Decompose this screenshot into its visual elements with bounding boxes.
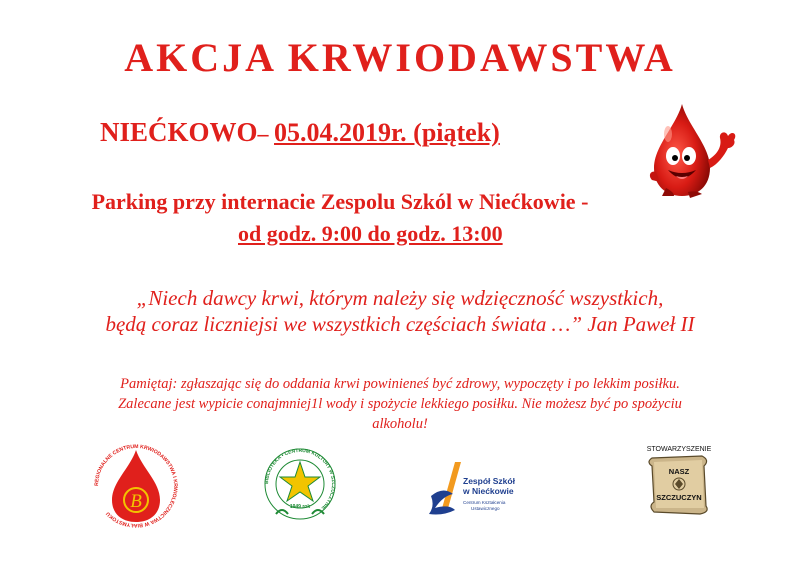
library-emblem-icon [262,444,338,526]
association-logo [640,446,718,520]
location-dash: – [257,121,275,146]
event-place: Parking przy internacie Zespolu Szkól w Niećkowie - [91,189,589,214]
association-scroll-icon [640,446,718,520]
association-bottom: SZCZUCZYN [656,493,702,502]
library-year: 1949 rok [289,504,311,510]
note-line-2: Zalecane jest wypicie conajmniej1l wody i spożycie lekkiego posiłku. Nie możesz być po spożyciu [118,396,682,412]
association-header: STOWARZYSZENIE [646,446,712,453]
location-name: NIEĆKOWO [100,117,258,147]
rckik-logo [88,436,184,536]
school-sub-2: Ustawicznego [471,506,500,511]
quote-line-1: „Niech dawcy krwi, którym należy się wdzięczność wszystkich, [136,286,664,310]
rckik-letter: B [130,491,142,512]
event-date: 05.04.2019r. (piątek) [274,118,500,147]
location-date-line [100,117,500,148]
blood-drop-mascot-icon [648,100,740,200]
rckik-ring-text: REGIONALNE CENTRUM KRWIODAWSTWA I KRWIOLECZNICTWA W BIAŁYMSTOKU [93,443,179,529]
school-logo [425,456,535,530]
school-emblem-icon [425,456,535,530]
association-top: NASZ [668,467,690,476]
school-name-1: Zespół Szkół [463,476,515,486]
rckik-emblem-icon [88,436,184,536]
school-sub-1: Centrum Kształcenia [463,500,506,505]
poster-title: AKCJA KRWIODAWSTWA [124,35,676,80]
note-line-1: Pamiętaj: zgłaszając się do oddania krwi powinieneś być zdrowy, wypoczęty i po lekkim posiłku. [120,376,680,392]
quote-line-2: będą coraz liczniejsi we wszystkich częściach świata …” Jan Paweł II [105,312,695,336]
school-name-2: w Niećkowie [463,486,514,496]
note-line-3: alkoholu! [372,416,428,432]
library-ring-text: BIBLIOTEKA • CENTRUM KULTURY W SZCZUCZYNIE [263,447,337,511]
library-logo [262,444,338,526]
event-hours: od godz. 9:00 do godz. 13:00 [238,221,503,246]
